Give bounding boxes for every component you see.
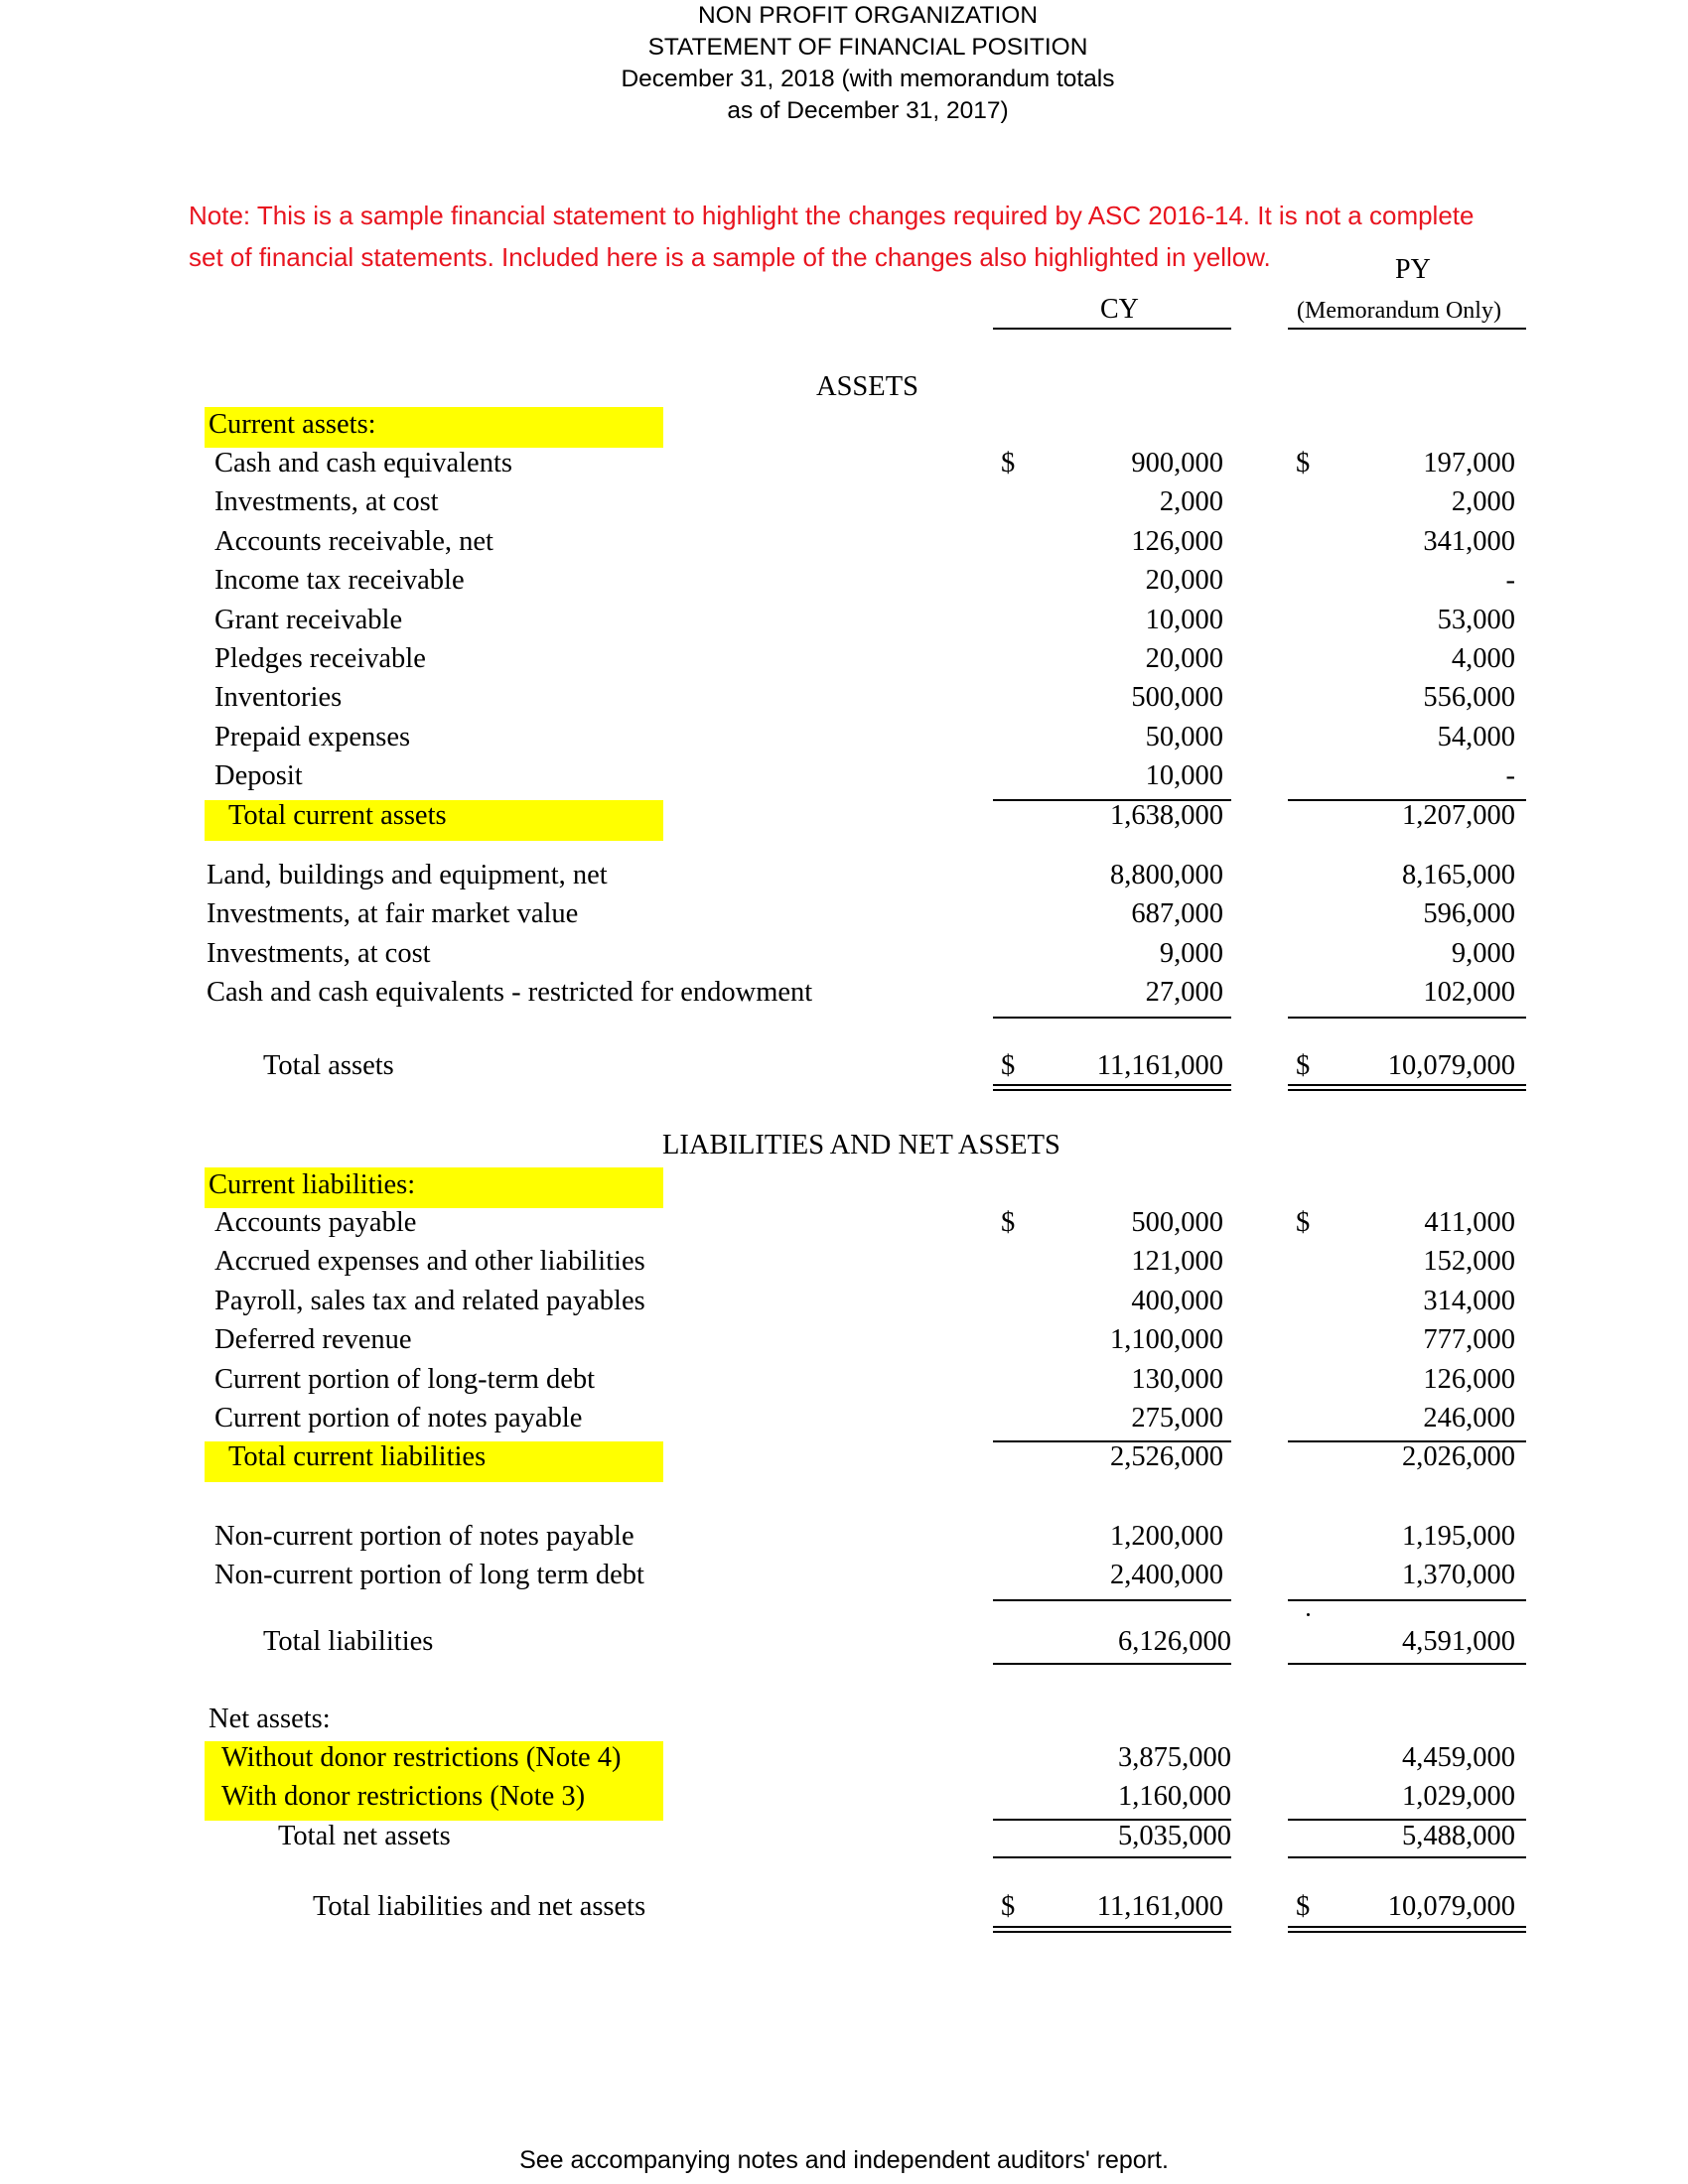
row-value-cy: 2,400,000	[1110, 1560, 1223, 1591]
cy-noncurrent-liab-line	[993, 1599, 1231, 1601]
grand-total-py: 10,079,000	[1387, 1891, 1515, 1922]
row-value-py: 152,000	[1423, 1246, 1515, 1278]
total-current-assets-py: 1,207,000	[1402, 800, 1515, 831]
row-value-py: 2,000	[1451, 486, 1515, 518]
row-value-cy: 500,000	[1131, 682, 1223, 714]
row-value-cy: 1,100,000	[1110, 1324, 1223, 1356]
row-currency-cy: $	[1001, 448, 1016, 478]
py-header-underline	[1288, 328, 1526, 330]
column-header-py-sub: (Memorandum Only)	[1297, 298, 1501, 324]
row-label: Accounts payable	[214, 1207, 417, 1238]
row-value-cy: 400,000	[1131, 1285, 1223, 1316]
row-value-py: 54,000	[1437, 721, 1515, 752]
statement-title: STATEMENT OF FINANCIAL POSITION	[647, 34, 1088, 61]
row-value-cy: 1,160,000	[1118, 1781, 1231, 1813]
row-label: Non-current portion of long term debt	[214, 1560, 644, 1591]
row-value-py: 102,000	[1423, 977, 1515, 1009]
total-liabilities-py: 4,591,000	[1402, 1626, 1515, 1657]
row-value-py: 1,195,000	[1402, 1521, 1515, 1552]
total-current-liabilities-cy: 2,526,000	[1110, 1441, 1223, 1472]
row-value-py: 126,000	[1423, 1363, 1515, 1395]
row-value-py: 596,000	[1423, 898, 1515, 930]
row-label: Prepaid expenses	[214, 721, 411, 752]
py-total-net-assets-line	[1288, 1856, 1526, 1858]
row-label: With donor restrictions (Note 3)	[221, 1781, 586, 1813]
row-value-py: 4,000	[1451, 643, 1515, 674]
row-value-py: 1,029,000	[1402, 1781, 1515, 1813]
row-value-py: 411,000	[1424, 1207, 1515, 1238]
row-value-py: 341,000	[1423, 525, 1515, 557]
row-value-py: 9,000	[1451, 937, 1515, 969]
row-label: Deferred revenue	[214, 1324, 412, 1356]
row-value-py: -	[1505, 565, 1515, 597]
row-value-cy: 130,000	[1131, 1363, 1223, 1395]
row-value-py: 556,000	[1423, 682, 1515, 714]
grand-total-cy: 11,161,000	[1096, 1891, 1223, 1922]
row-label: Accounts receivable, net	[214, 525, 493, 557]
py-total-assets-double-line	[1288, 1084, 1526, 1091]
note-line2: set of financial statements. Included here is a sample of the changes also highlighted in yellow.	[189, 242, 1271, 272]
cy-noncurrent-line	[993, 1017, 1231, 1019]
total-current-assets-cy: 1,638,000	[1110, 800, 1223, 831]
row-value-py: 53,000	[1437, 604, 1515, 635]
py-noncurrent-line	[1288, 1017, 1526, 1019]
total-net-assets-py: 5,488,000	[1402, 1821, 1515, 1851]
row-value-cy: 126,000	[1131, 525, 1223, 557]
grand-total-label: Total liabilities and net assets	[313, 1891, 646, 1922]
row-label: Deposit	[214, 760, 303, 792]
py-noncurrent-liab-line	[1288, 1599, 1526, 1601]
total-current-liabilities-py: 2,026,000	[1402, 1441, 1515, 1472]
row-value-cy: 27,000	[1145, 977, 1223, 1009]
total-net-assets-cy: 5,035,000	[1118, 1821, 1231, 1851]
row-value-cy: 20,000	[1145, 565, 1223, 597]
row-label: Current portion of long-term debt	[214, 1363, 596, 1395]
row-value-py: 4,459,000	[1402, 1742, 1515, 1773]
total-liabilities-cy: 6,126,000	[1118, 1626, 1231, 1657]
note-line1: Note: This is a sample financial statement to highlight the changes required by ASC 2016-14. It is not a complete	[189, 201, 1475, 230]
row-value-cy: 10,000	[1145, 604, 1223, 635]
column-header-py: PY	[1395, 254, 1431, 285]
row-value-py: 8,165,000	[1402, 860, 1515, 890]
row-label: Non-current portion of notes payable	[214, 1521, 634, 1552]
row-value-cy: 687,000	[1131, 898, 1223, 930]
row-value-cy: 20,000	[1145, 643, 1223, 674]
row-value-py: 777,000	[1423, 1324, 1515, 1356]
statement-date-line2: as of December 31, 2017)	[727, 97, 1009, 124]
row-currency-cy: $	[1001, 1207, 1016, 1238]
total-liabilities-label: Total liabilities	[263, 1626, 434, 1657]
row-currency-py: $	[1296, 1207, 1311, 1238]
row-label: Pledges receivable	[214, 643, 426, 674]
liabilities-heading: LIABILITIES AND NET ASSETS	[662, 1130, 1060, 1160]
total-current-assets-label: Total current assets	[228, 800, 447, 831]
current-assets-heading: Current assets:	[209, 409, 376, 440]
cy-header-underline	[993, 328, 1231, 330]
row-label: Without donor restrictions (Note 4)	[221, 1742, 622, 1773]
row-label: Land, buildings and equipment, net	[207, 860, 608, 890]
row-label: Payroll, sales tax and related payables	[214, 1285, 645, 1316]
row-value-cy: 8,800,000	[1110, 860, 1223, 890]
row-value-cy: 10,000	[1145, 760, 1223, 792]
column-header-cy: CY	[1100, 294, 1139, 325]
row-value-cy: 900,000	[1131, 448, 1223, 478]
grand-total-py-currency: $	[1296, 1891, 1311, 1922]
footer-note: See accompanying notes and independent auditors' report.	[519, 2146, 1169, 2174]
row-label: Inventories	[214, 682, 343, 714]
row-label: Investments, at fair market value	[207, 898, 579, 930]
row-value-py: 246,000	[1423, 1403, 1515, 1433]
row-value-py: 1,370,000	[1402, 1560, 1515, 1591]
total-assets-py-currency: $	[1296, 1050, 1311, 1081]
organization-name: NON PROFIT ORGANIZATION	[697, 2, 1039, 29]
cy-total-liab-line	[993, 1663, 1231, 1665]
row-currency-py: $	[1296, 448, 1311, 478]
grand-total-cy-currency: $	[1001, 1891, 1016, 1922]
row-label: Grant receivable	[214, 604, 403, 635]
total-assets-cy: 11,161,000	[1096, 1050, 1223, 1081]
row-value-cy: 3,875,000	[1118, 1742, 1231, 1773]
py-total-liab-line	[1288, 1663, 1526, 1665]
total-net-assets-label: Total net assets	[278, 1821, 451, 1851]
row-value-cy: 9,000	[1159, 937, 1223, 969]
row-label: Investments, at cost	[207, 937, 431, 969]
row-label: Investments, at cost	[214, 486, 439, 518]
row-value-cy: 1,200,000	[1110, 1521, 1223, 1552]
total-current-liabilities-label: Total current liabilities	[228, 1441, 487, 1472]
total-assets-cy-currency: $	[1001, 1050, 1016, 1081]
row-value-py: 314,000	[1423, 1285, 1515, 1316]
net-assets-heading: Net assets:	[209, 1704, 331, 1734]
row-value-cy: 275,000	[1131, 1403, 1223, 1433]
cy-total-net-assets-line	[993, 1856, 1231, 1858]
row-value-py: -	[1505, 760, 1515, 792]
row-value-cy: 121,000	[1131, 1246, 1223, 1278]
row-value-cy: 2,000	[1159, 486, 1223, 518]
cy-total-assets-double-line	[993, 1084, 1231, 1091]
row-label: Income tax receivable	[214, 565, 465, 597]
current-liabilities-heading: Current liabilities:	[209, 1169, 416, 1200]
row-value-cy: 500,000	[1131, 1207, 1223, 1238]
row-value-py: 197,000	[1423, 448, 1515, 478]
statement-date-line1: December 31, 2018 (with memorandum totals	[621, 66, 1115, 92]
total-assets-label: Total assets	[263, 1050, 394, 1081]
row-label: Cash and cash equivalents	[214, 448, 512, 478]
total-assets-py: 10,079,000	[1387, 1050, 1515, 1081]
row-value-cy: 50,000	[1145, 721, 1223, 752]
row-label: Current portion of notes payable	[214, 1403, 583, 1433]
row-label: Accrued expenses and other liabilities	[214, 1246, 645, 1278]
cy-grand-total-double-line	[993, 1926, 1231, 1933]
row-label: Cash and cash equivalents - restricted for endowment	[207, 977, 813, 1009]
py-grand-total-double-line	[1288, 1926, 1526, 1933]
stray-mark	[1307, 1613, 1310, 1616]
assets-heading: ASSETS	[816, 371, 918, 402]
